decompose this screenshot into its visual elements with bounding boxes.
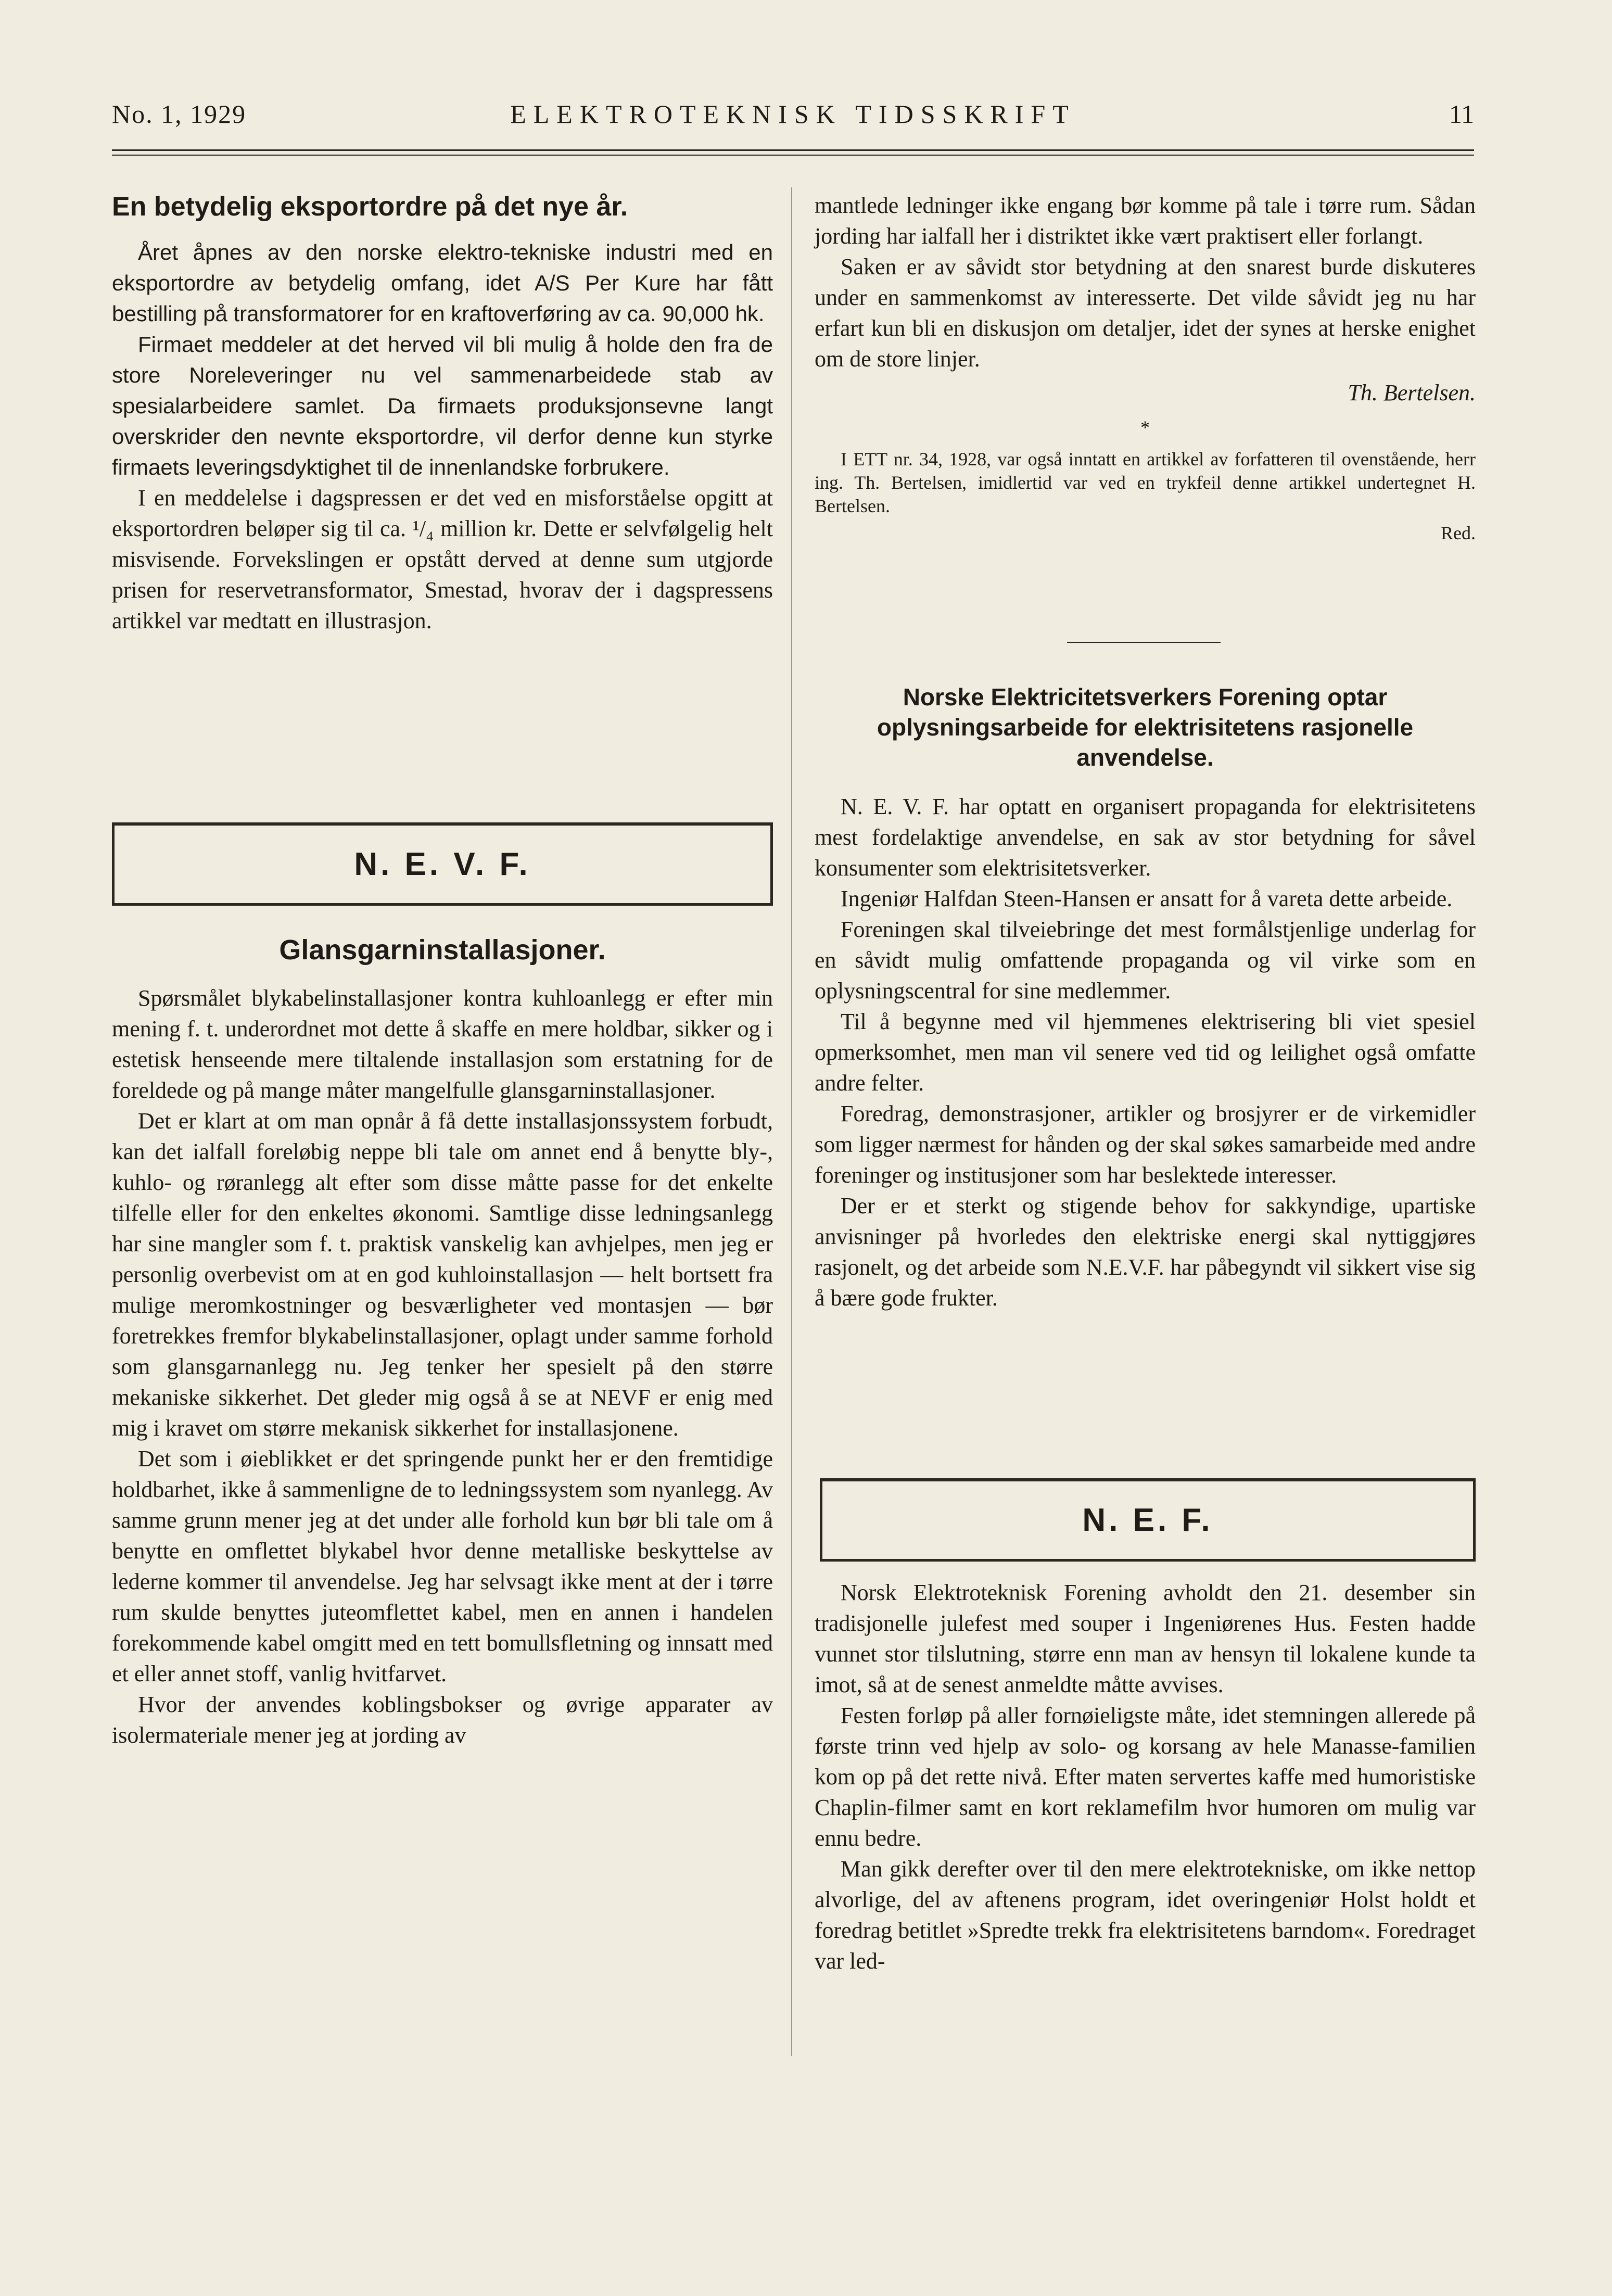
running-header [112,99,1474,135]
article-export-order [112,190,773,636]
journal-title: ELEKTROTEKNISK TIDSSKRIFT [510,99,1076,129]
paragraph: Til å begynne med vil hjemmenes elektrisering bli viet spesiel opmerksomhet, men man vil senere ved tid og leilighet også omfatte andre felter. [815,1009,1476,1096]
editorial-sign: Red. [1441,523,1476,543]
separator-asterisk: * [1140,417,1150,438]
article-nevf-propaganda [815,682,1476,1313]
paragraph: Firmaet meddeler at det herved vil bli mulig å holde den fra de store Noreleveringer nu vel sammenarbeidede stab av spesialarbeidere samlet. Da firmaets produksjonsevne langt overskrider den nevnte eksportordre, vil derfor denne kun styrke firmaets leveringsdyktighet til de innenlandske forbrukere. [112,332,773,479]
paragraph: Der er et sterkt og stigende behov for sakkyndige, upartiske anvisninger på hvorledes den elektriske energi skal nyttiggjøres rasjonelt, og det arbeide som N.E.V.F. har påbegyndt vil sikkert vise sig å bære gode frukter. [815,1193,1476,1311]
section-label: N. E. V. F. [354,846,531,882]
paragraph: Det er klart at om man opnår å få dette installasjonssystem forbudt, kan det ialfall foreløbig neppe bli tale om annet end å benytte bly-, kuhlo- og røranlegg alt efter som disse måtte passe for det enkelte tilfelle eller for den enkeltes økonomi. Samtlige disse ledningsanlegg har sine mangler som f. t. praktisk vanskelig kan avhjelpes, men jeg er personlig overbevist om at en god kuhloinstallasjon — helt bortsett fra mulige meromkostninger og besværligheter ved montasjen — bør foretrekkes fremfor blykabelinstallasjoner, oplagt under samme forhold som glansgarnanlegg nu. Jeg tenker her spesielt på den større mekaniske sikkerhet. Det gleder mig også å se at NEVF er enig med mig i kravet om større mekanisk sikkerhet for installasjonene. [112,1108,773,1441]
paragraph: I en meddelelse i dagspressen er det ved en misforståelse opgitt at eksportordren beløper sig til ca. ¹/₄ million kr. Dette er selvfølgelig helt misvisende. Forvekslingen er opstått derved at denne sum utgjorde prisen for reservetransformator, Smestad, hvorav der i dagspressens artikkel var medtatt en illustrasjon. [112,485,773,633]
section-label: N. E. F. [1082,1502,1213,1538]
paragraph: Saken er av såvidt stor betydning at den snarest burde diskuteres under en sammenkomst av interesserte. Det vilde såvidt jeg nu har erfart kun bli en diskusjon om detaljer, idet der synes at herske enighet om de store linjer. [815,254,1476,372]
page-number: 11 [1449,99,1474,129]
editorial-note: I ETT nr. 34, 1928, var også inntatt en artikkel av forfatteren til ovenstående, herr ing. Th. Bertelsen, imidlertid var ved en trykfeil denne artikkel undertegnet H. Bertelsen. [815,449,1476,516]
paragraph: Man gikk derefter over til den mere elektrotekniske, om ikke nettop alvorlige, del av aftenens program, idet overingeniør Holst holdt et foredrag betitlet »Spredte trekk fra elektrisitetens barndom«. Foredraget var led- [815,1856,1476,1974]
paragraph: Festen forløp på aller fornøieligste måte, idet stemningen allerede på første trinn ved hjelp av solo- og korsang av hele Manasse-familien kom op på det rette nivå. Efter maten servertes kaffe med humoristiske Chaplin-filmer samt en kort reklamefilm hvor humoren om mulig var ennu bedre. [815,1703,1476,1851]
article-title: Norske Elektricitetsverkers Forening optar oplysningsarbeide for elektrisitetens rasjonelle anvendelse. [877,683,1414,771]
header-rule [112,149,1474,156]
article-title: Glansgarninstallasjoner. [279,934,606,966]
article-title: En betydelig eksportordre på det nye år. [112,192,628,222]
article-nef-julefest [815,1577,1476,1976]
author-signature: Th. Bertelsen. [1348,380,1476,405]
nef-section-box [820,1478,1476,1562]
paragraph: Ingeniør Halfdan Steen-Hansen er ansatt for å vareta dette arbeide. [841,886,1453,911]
paragraph: N. E. V. F. har optatt en organisert propaganda for elektrisitetens mest fordelaktige anvendelse, en sak av stor betydning for såvel konsumenter som elektrisitetsverker. [815,794,1476,881]
paragraph: Foreningen skal tilveiebringe det mest formålstjenlige underlag for en såvidt mulig omfattende propaganda og vil virke som en oplysningscentral for sine medlemmer. [815,917,1476,1004]
paragraph: Foredrag, demonstrasjoner, artikler og brosjyrer er de virkemidler som ligger nærmest for hånden og der skal søkes samarbeide med andre foreninger og institusjoner som har beslektede interesser. [815,1101,1476,1188]
paragraph: Året åpnes av den norske elektro-tekniske industri med en eksportordre av betydelig omfang, idet A/S Per Kure har fått bestilling på transformatorer for en kraftoverføring av ca. 90,000 hk. [112,240,773,326]
issue-number: No. 1, 1929 [112,99,247,129]
paragraph: Spørsmålet blykabelinstallasjoner kontra kuhloanlegg er efter min mening f. t. underordnet mot dette å skaffe en mere holdbar, sikker og i estetisk henseende mere tiltalende installasjon som erstatning for de foreldede og på mange måter mangelfulle glansgarninstallasjoner. [112,985,773,1103]
paragraph: Norsk Elektroteknisk Forening avholdt den 21. desember sin tradisjonelle julefest med souper i Ingeniørenes Hus. Festen hadde vunnet stor tilslutning, større enn man av hensyn til lokalene kunde ta imot, så at de senest anmeldte måtte avvises. [815,1580,1476,1697]
article-glansgarn [112,932,773,1750]
paragraph: mantlede ledninger ikke engang bør komme på tale i tørre rum. Sådan jording har ialfall her i distriktet ikke vært praktisert eller forlangt. [815,193,1476,249]
nevf-section-box [112,822,773,906]
article-continuation [815,190,1476,544]
paragraph: Hvor der anvendes koblingsbokser og øvrige apparater av isolermateriale mener jeg at jording av [112,1692,773,1748]
column-divider [791,187,792,2056]
section-rule [1067,642,1221,643]
paragraph: Det som i øieblikket er det springende punkt her er den fremtidige holdbarhet, ikke å sammenligne de to ledningssystem som nyanlegg. Av samme grunn mener jeg at det under alle forhold kun bør bli tale om å benytte en omflettet blykabel hvor denne metalliske beskyttelse av lederne kommer til anvendelse. Jeg har selvsagt ikke ment at der i tørre rum skulde benyttes juteomflettet kabel, men en annen i handelen forekommende kabel omgitt med en tett bomullsfletning og innsatt med et eller annet stoff, vanlig hvitfarvet. [112,1446,773,1686]
